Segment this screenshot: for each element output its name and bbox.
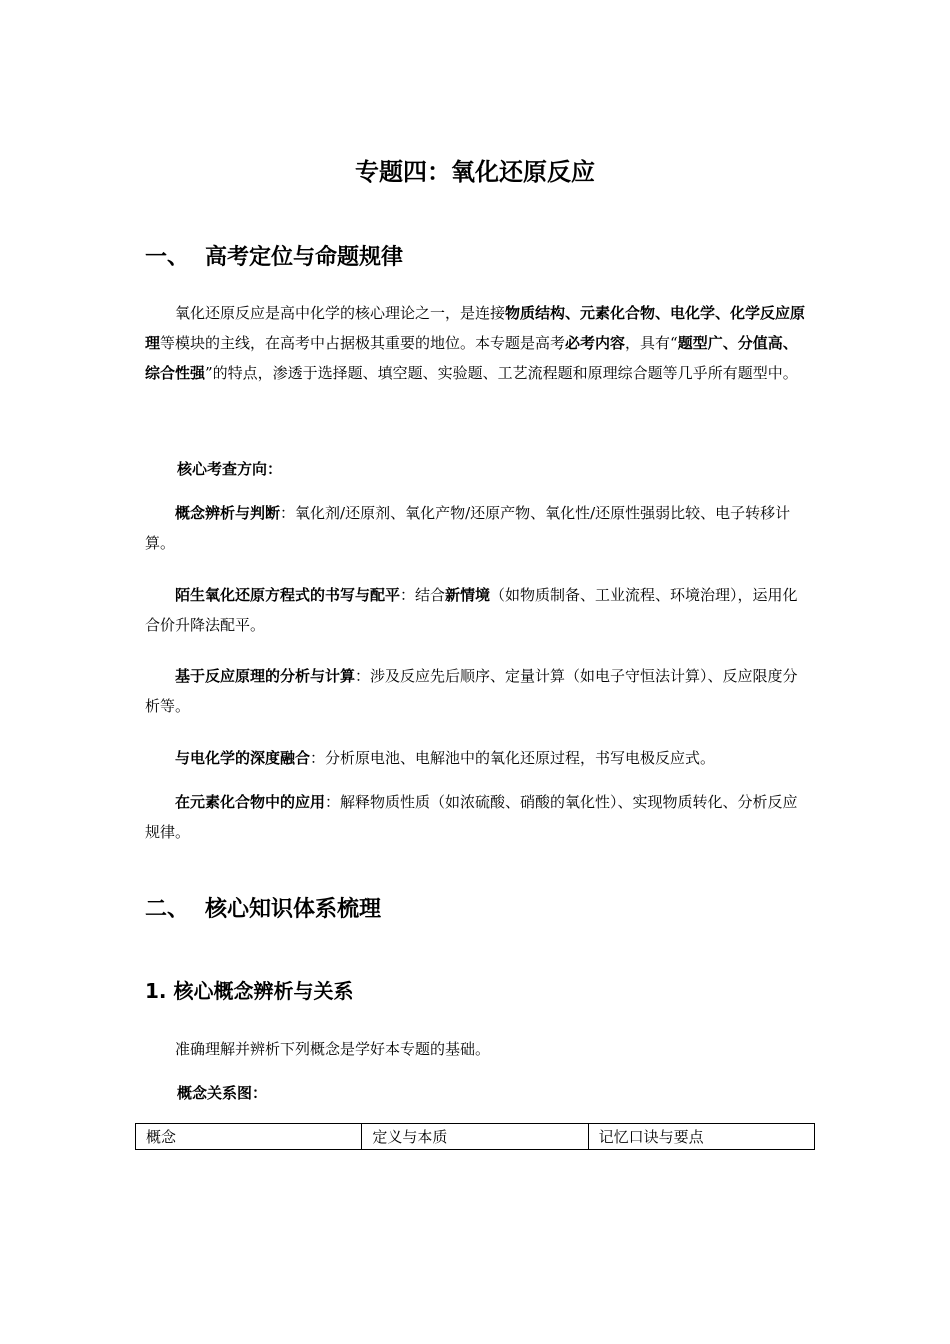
diagram-label: 概念关系图： (177, 1084, 268, 1102)
direction-text: （如物质制备、工业流程、环境治理），运用化合价升降法配平。 (145, 586, 798, 634)
section-number: 一、 (145, 245, 190, 270)
direction-label: 与电化学的深度融合 (175, 749, 311, 767)
intro-text: ”的特点，渗透于选择题、填空题、实验题、工艺流程题和原理综合题等几乎所有题型中。 (205, 364, 798, 382)
direction-item (145, 743, 810, 773)
direction-label: 在元素化合物中的应用 (175, 793, 326, 811)
direction-label: 概念辨析与判断 (175, 504, 281, 522)
subsection-heading: 1. 核心概念辨析与关系 (145, 979, 354, 1003)
document-title: 专题四：氧化还原反应 (355, 158, 595, 186)
section-title: 核心知识体系梳理 (205, 897, 382, 922)
direction-label: 基于反应原理的分析与计算 (175, 667, 356, 685)
table-header-cell: 记忆口诀与要点 (588, 1124, 814, 1150)
intro-bold: 必考内容 (565, 334, 626, 352)
direction-text: ：解释物质性质（如浓硫酸、硝酸的氧化性）、实现物质转化、分析反应规律。 (145, 793, 798, 841)
direction-text: ：分析原电池、电解池中的氧化还原过程，书写电极反应式。 (310, 749, 716, 767)
intro-bold: 物质结构、元素化合物、电化学、化学反应原理 (145, 304, 806, 352)
direction-item (145, 787, 810, 847)
table-header-cell: 概念 (136, 1124, 362, 1150)
section-title: 高考定位与命题规律 (205, 245, 404, 270)
direction-item (145, 498, 810, 558)
direction-item (145, 661, 810, 721)
intro-text: 氧化还原反应是高中化学的核心理论之一，是连接 (175, 304, 506, 322)
intro-text: ，具有“ (625, 334, 678, 352)
intro-paragraph (145, 298, 810, 388)
section-number: 二、 (145, 897, 190, 922)
direction-item (145, 580, 810, 640)
directions-label: 核心考查方向： (177, 460, 283, 478)
direction-text: ：氧化剂/还原剂、氧化产物/还原产物、氧化性/还原性强弱比较、电子转移计算。 (145, 504, 791, 552)
subsection-text: 准确理解并辨析下列概念是学好本专题的基础。 (175, 1040, 491, 1058)
direction-label: 陌生氧化还原方程式的书写与配平 (175, 586, 401, 604)
intro-text: 等模块的主线，在高考中占据极其重要的地位。本专题是高考 (160, 334, 566, 352)
direction-text: ：涉及反应先后顺序、定量计算（如电子守恒法计算）、反应限度分析等。 (145, 667, 798, 715)
direction-text: ：结合 (400, 586, 446, 604)
concept-table (135, 1123, 815, 1150)
direction-bold: 新情境 (445, 586, 491, 604)
section-heading-2 (145, 892, 381, 923)
intro-bold: 题型广、分值高、综合性强 (145, 334, 798, 382)
table-header-row (136, 1124, 815, 1150)
section-heading-1 (145, 240, 403, 271)
table-header-cell: 定义与本质 (362, 1124, 588, 1150)
